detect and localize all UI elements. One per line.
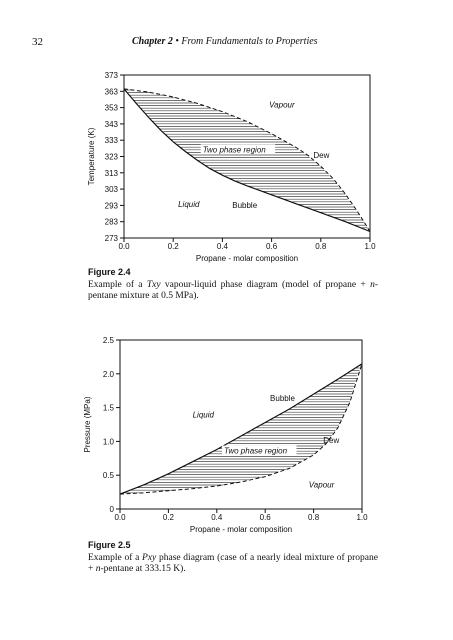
chart1-y-tick-label: 353 [104,103,118,113]
chart2-y-tick-label: 0.5 [102,471,114,481]
chart2-y-tick-label: 2.0 [102,369,114,379]
chapter-title: From Fundamentals to Properties [181,36,318,47]
chart2-two_phase-annotation: Two phase region [224,446,288,456]
chart1-dew-annotation: Dew [313,151,330,161]
chart2-dew-annotation: Dew [323,435,340,445]
chart2-x-tick-label: 1.0 [356,513,368,522]
chart2-y-tick-label: 0 [109,505,114,514]
chart2-y-tick-label: 2.5 [102,336,114,345]
chart2-vapour-annotation: Vapour [308,480,335,490]
figure-2-5-caption: Example of a Pxy phase diagram (case of a nearly ideal mixture of propane + n-pentane at 333.15 K). [88,553,378,574]
chart1-y-tick-label: 323 [104,152,118,162]
chart1-plot-frame [124,75,370,238]
chart2-two-phase-hatching [124,365,361,492]
chart2-bubble-annotation: Bubble [270,393,295,403]
page-number: 32 [32,36,43,48]
figure-2-4-caption: Example of a Txy vapour-liquid phase diagram (model of propane + n-pentane mixture at 0.5 MPa). [88,280,378,301]
chapter-label: Chapter 2 [132,36,173,47]
chart1-y-tick-label: 373 [104,71,118,80]
chart1-y-tick-label: 293 [104,201,118,211]
chart1-x-tick-label: 0.8 [315,242,327,251]
chart2-x-tick-label: 0.4 [211,513,223,522]
chart1-x-tick-label: 0.4 [216,242,228,251]
chart1-two_phase-annotation: Two phase region [202,145,266,155]
chart1-bubble-annotation: Bubble [232,200,258,210]
chart1-y-tick-label: 333 [104,136,118,146]
chart2-x-tick-label: 0.6 [259,513,271,522]
chart2-y-axis-label: Pressure (MPa) [83,396,92,453]
chart1-x-tick-label: 0.2 [167,242,179,251]
chart2-x-tick-label: 0.2 [162,513,174,522]
chart1-y-tick-label: 313 [104,168,118,178]
chart1-x-tick-label: 1.0 [364,242,376,251]
chart1-y-tick-label: 343 [104,119,118,129]
chart1-y-tick-label: 303 [104,185,118,195]
chart1-vapour-annotation: Vapour [269,100,295,110]
chart2-x-tick-label: 0.0 [114,513,126,522]
figure-2-4-label: Figure 2.4 [88,267,131,277]
figure-2-5-label: Figure 2.5 [88,540,131,550]
chart1-y-axis-label: Temperature (K) [87,127,96,186]
chart2-x-axis-label: Propane - molar composition [189,525,293,534]
chart2-y-tick-label: 1.5 [102,403,114,413]
chart1-y-tick-label: 273 [104,234,118,243]
chart1-y-tick-label: 283 [104,217,118,227]
chart1-y-tick-label: 363 [104,87,118,97]
chart2-x-tick-label: 0.8 [308,513,320,522]
chart1-liquid-annotation: Liquid [178,200,200,210]
chart1-x-tick-label: 0.0 [118,242,130,251]
chart2-y-tick-label: 1.0 [102,437,114,447]
chart1-x-axis-label: Propane - molar composition [195,254,299,263]
header-separator: • [172,36,182,47]
chart1-x-tick-label: 0.6 [266,242,278,251]
chart2-liquid-annotation: Liquid [192,410,214,420]
